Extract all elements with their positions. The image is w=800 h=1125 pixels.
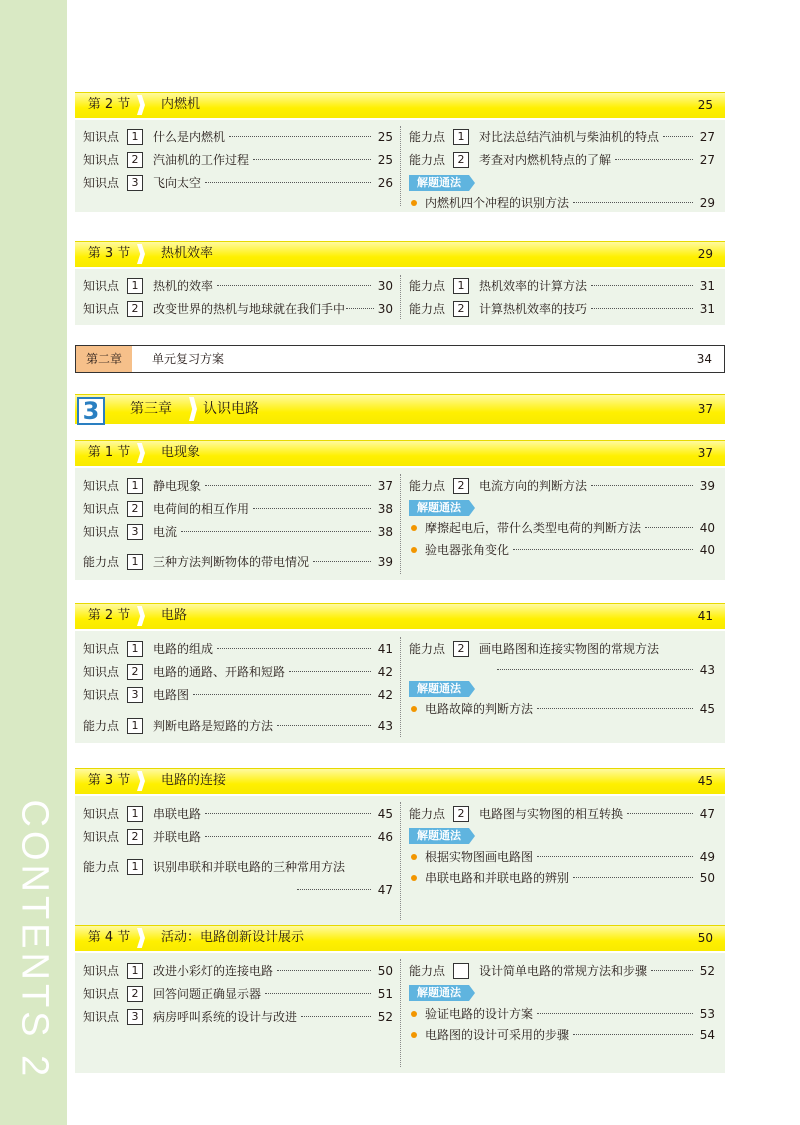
chapter-page: 37 (697, 402, 713, 416)
section-title: 电路 (161, 608, 188, 623)
section-header[interactable] (75, 440, 725, 466)
method-entry[interactable]: 摩擦起电后，带什么类型电荷的判断方法 40 (409, 519, 715, 537)
toc-entry[interactable]: 知识点 1 什么是内燃机 25 (83, 130, 393, 144)
section-title: 热机效率 (161, 246, 214, 261)
method-entry[interactable]: 验证电路的设计方案 53 (409, 1005, 715, 1023)
section-title: 电路的连接 (161, 773, 227, 788)
section-number: 第 4 节 (75, 926, 143, 950)
section-internal-combustion (75, 92, 725, 212)
toc-entry[interactable]: 能力点 1 热机效率的计算方法 31 (409, 279, 715, 293)
toc-entry[interactable]: 知识点 2 电荷间的相互作用 38 (83, 502, 393, 516)
section-header[interactable] (75, 768, 725, 794)
chapter-number: 3 (77, 397, 105, 425)
section-body (75, 120, 725, 212)
toc-entry[interactable]: 知识点 2 电路的通路、开路和短路 42 (83, 665, 393, 679)
toc-entry[interactable]: 能力点 1 判断电路是短路的方法 43 (83, 719, 393, 733)
chapter-review-title: 单元复习方案 (152, 352, 225, 366)
method-entry[interactable]: 根据实物图画电路图 49 (409, 848, 715, 866)
chapter-review-page: 34 (696, 352, 712, 366)
toc-entry-continuation[interactable]: 43 (493, 661, 715, 679)
toc-entry[interactable]: 知识点 3 病房呼叫系统的设计与改进 52 (83, 1010, 393, 1024)
section-title: 电现象 (161, 445, 201, 460)
section-title: 活动：电路创新设计展示 (161, 930, 305, 945)
section-header[interactable] (75, 92, 725, 118)
bullet-icon (411, 1011, 417, 1017)
bullet-icon (411, 875, 417, 881)
section-heat-engine-efficiency (75, 241, 725, 325)
section-number: 第 1 节 (75, 441, 143, 465)
chapter-review-row[interactable] (75, 345, 725, 373)
toc-entry[interactable]: 知识点 1 电路的组成 41 (83, 642, 393, 656)
bullet-icon (411, 854, 417, 860)
section-body (75, 468, 725, 580)
section-page: 41 (697, 609, 713, 623)
section-body (75, 953, 725, 1073)
side-strip (0, 0, 67, 1125)
toc-entry[interactable]: 知识点 1 改进小彩灯的连接电路 50 (83, 964, 393, 978)
section-electric-phenomena (75, 440, 725, 580)
section-activity (75, 925, 725, 1073)
bullet-icon (411, 547, 417, 553)
toc-entry[interactable]: 知识点 1 串联电路 45 (83, 807, 393, 821)
method-badge: 解题通法 (409, 681, 469, 697)
section-header[interactable] (75, 241, 725, 267)
section-body (75, 631, 725, 743)
chapter-label: 第三章 (111, 395, 191, 423)
section-header[interactable] (75, 603, 725, 629)
section-number: 第 2 节 (75, 93, 143, 117)
toc-entry[interactable]: 能力点 设计简单电路的常规方法和步骤 52 (409, 964, 715, 978)
toc-entry[interactable]: 知识点 3 飞向太空 26 (83, 176, 393, 190)
bullet-icon (411, 1032, 417, 1038)
bullet-icon (411, 525, 417, 531)
chapter-title: 认识电路 (203, 401, 259, 417)
toc-entry[interactable]: 能力点 1 对比法总结汽油机与柴油机的特点 27 (409, 130, 715, 144)
method-badge: 解题通法 (409, 985, 469, 1001)
chapter-tag: 第二章 (76, 346, 132, 372)
method-badge: 解题通法 (409, 500, 469, 516)
section-circuit (75, 603, 725, 743)
toc-entry[interactable]: 知识点 2 汽油机的工作过程 25 (83, 153, 393, 167)
method-entry[interactable]: 电路故障的判断方法 45 (409, 700, 715, 718)
toc-entry[interactable]: 知识点 2 改变世界的热机与地球就在我们手中 30 (83, 302, 393, 316)
section-number: 第 2 节 (75, 604, 143, 628)
method-entry[interactable]: 串联电路和并联电路的辨别 50 (409, 869, 715, 887)
section-page: 37 (697, 446, 713, 460)
section-circuit-connection (75, 768, 725, 926)
section-number: 第 3 节 (75, 242, 143, 266)
section-page: 50 (697, 931, 713, 945)
toc-entry[interactable]: 能力点 2 画电路图和连接实物图的常规方法 (409, 642, 660, 656)
section-number: 第 3 节 (75, 769, 143, 793)
toc-entry[interactable]: 知识点 1 静电现象 37 (83, 479, 393, 493)
method-entry[interactable]: 内燃机四个冲程的识别方法 29 (409, 194, 715, 212)
contents-label: CONTENTS 2 (13, 799, 56, 1081)
chapter-header[interactable] (75, 394, 725, 424)
toc-entry[interactable]: 能力点 1 识别串联和并联电路的三种常用方法 (83, 860, 346, 874)
section-header[interactable] (75, 925, 725, 951)
section-title: 内燃机 (161, 97, 201, 112)
toc-entry[interactable]: 能力点 1 三种方法判断物体的带电情况 39 (83, 555, 393, 569)
toc-entry[interactable]: 知识点 2 并联电路 46 (83, 830, 393, 844)
section-body (75, 796, 725, 926)
section-page: 45 (697, 774, 713, 788)
method-entry[interactable]: 验电器张角变化 40 (409, 541, 715, 559)
method-badge: 解题通法 (409, 175, 469, 191)
toc-entry[interactable]: 能力点 2 计算热机效率的技巧 31 (409, 302, 715, 316)
toc-entry[interactable]: 能力点 2 考查对内燃机特点的了解 27 (409, 153, 715, 167)
section-page: 29 (697, 247, 713, 261)
toc-entry-continuation[interactable]: 47 (293, 881, 393, 899)
toc-entry[interactable]: 知识点 3 电流 38 (83, 525, 393, 539)
section-body (75, 269, 725, 325)
method-badge: 解题通法 (409, 828, 469, 844)
toc-entry[interactable]: 能力点 2 电流方向的判断方法 39 (409, 479, 715, 493)
bullet-icon (411, 706, 417, 712)
bullet-icon (411, 200, 417, 206)
toc-entry[interactable]: 能力点 2 电路图与实物图的相互转换 47 (409, 807, 715, 821)
toc-entry[interactable]: 知识点 2 回答问题正确显示器 51 (83, 987, 393, 1001)
toc-entry[interactable]: 知识点 1 热机的效率 30 (83, 279, 393, 293)
toc-entry[interactable]: 知识点 3 电路图 42 (83, 688, 393, 702)
section-page: 25 (697, 98, 713, 112)
method-entry[interactable]: 电路图的设计可采用的步骤 54 (409, 1026, 715, 1044)
